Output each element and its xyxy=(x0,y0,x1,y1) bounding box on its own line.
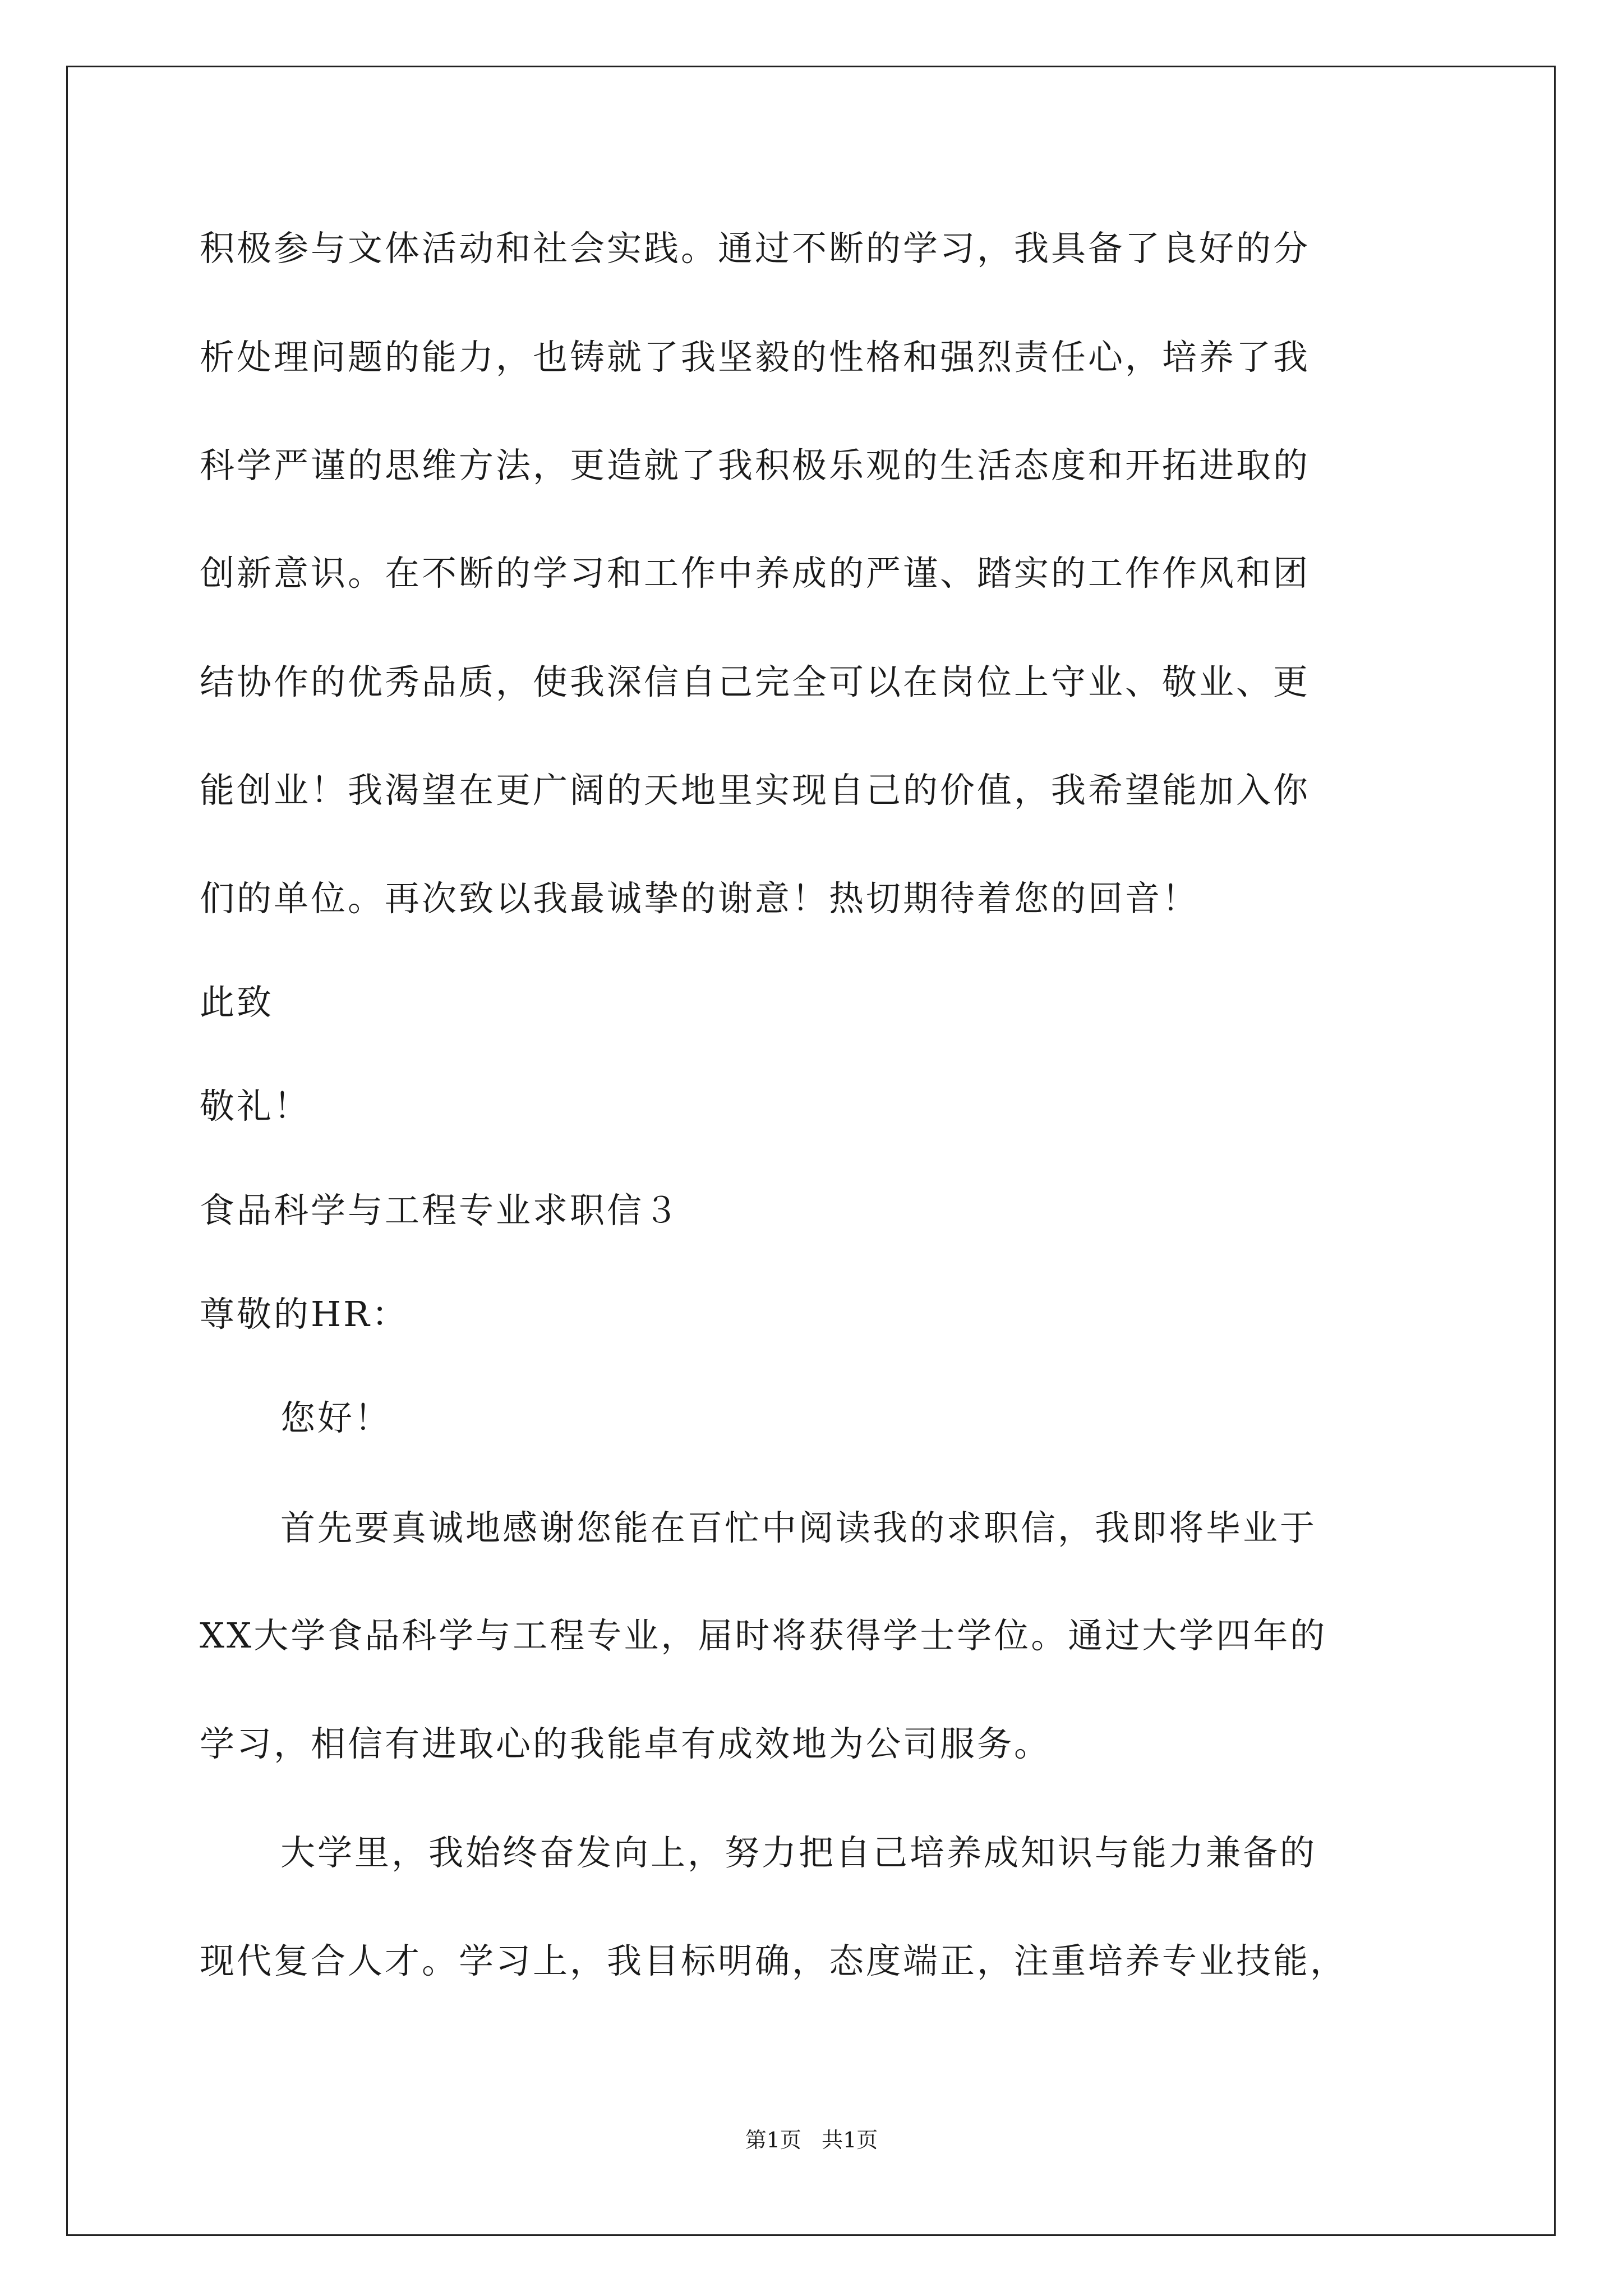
body-line: 结协作的优秀品质，使我深信自己完全可以在岗位上守业、敬业、更 xyxy=(200,661,1311,702)
body-line: 科学严谨的思维方法，更造就了我积极乐观的生活态度和开拓进取的 xyxy=(200,445,1311,486)
section-heading: 食品科学与工程专业求职信３ xyxy=(200,1190,681,1231)
body-line: 积极参与文体活动和社会实践。通过不断的学习，我具备了良好的分 xyxy=(200,228,1311,269)
page-border xyxy=(66,66,1556,2236)
body-line: 大学里，我始终奋发向上，努力把自己培养成知识与能力兼备的 xyxy=(280,1832,1317,1873)
body-line: 能创业！我渴望在更广阔的天地里实现自己的价值，我希望能加入你 xyxy=(200,770,1311,811)
body-line: 学习，相信有进取心的我能卓有成效地为公司服务。 xyxy=(200,1723,1052,1764)
greeting: 您好！ xyxy=(280,1397,392,1438)
body-line: XX大学食品科学与工程专业，届时将获得学士学位。通过大学四年的 xyxy=(200,1615,1327,1656)
body-line: 创新意识。在不断的学习和工作中养成的严谨、踏实的工作作风和团 xyxy=(200,553,1311,593)
closing-phrase: 此致 xyxy=(200,982,274,1023)
salutation-closing: 敬礼！ xyxy=(200,1085,311,1126)
body-line: 首先要真诚地感谢您能在百忙中阅读我的求职信，我即将毕业于 xyxy=(280,1507,1317,1548)
page-footer: 第1页 共1页 xyxy=(745,2128,878,2152)
body-line: 析处理问题的能力，也铸就了我坚毅的性格和强烈责任心，培养了我 xyxy=(200,337,1311,378)
greeting-recipient: 尊敬的HR： xyxy=(200,1294,409,1335)
body-line: 现代复合人才。学习上，我目标明确，态度端正，注重培养专业技能， xyxy=(200,1940,1348,1981)
body-line: 们的单位。再次致以我最诚挚的谢意！热切期待着您的回音！ xyxy=(200,878,1200,919)
